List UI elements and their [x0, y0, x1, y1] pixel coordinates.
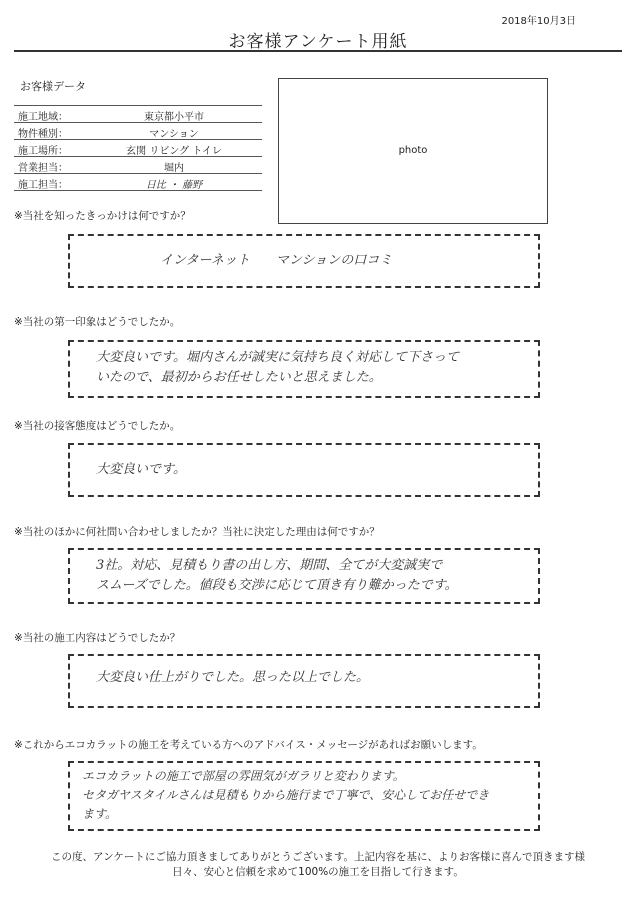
answer-line: エコカラットの施工で部屋の雰囲気がガラリと変わります。 [82, 769, 405, 783]
answer-line: いたので、最初からお任せしたいと思えました。 [96, 370, 382, 385]
answer-line: 3社。対応、見積もり書の出し方、期間、全てが大変誠実で [96, 558, 443, 573]
info-value: 堀内 [164, 163, 184, 174]
answer-text [70, 445, 538, 480]
question-5: ※当社の施工内容はどうでしたか？ [14, 632, 181, 644]
answer-box-1 [68, 234, 540, 288]
answer-box-2 [68, 340, 540, 398]
info-value: マンション [149, 129, 199, 140]
info-key: 営業担当： [18, 163, 68, 174]
answer-text [70, 550, 538, 596]
info-row-installer [14, 174, 262, 191]
customer-data-table [14, 105, 262, 191]
info-row-location [14, 140, 262, 157]
answer-line: 大変良い仕上がりでした。思った以上でした。 [96, 670, 370, 685]
info-value: 玄関 リビング トイレ [126, 146, 222, 157]
answer-text [70, 763, 538, 824]
page-title: お客様アンケート用紙 [228, 32, 408, 52]
answer-text [70, 342, 538, 388]
info-key: 物件種別： [18, 129, 68, 140]
answer-box-4 [68, 548, 540, 604]
answer-box-6 [68, 761, 540, 831]
info-row-sales [14, 157, 262, 174]
question-3: ※当社の接客態度はどうでしたか。 [14, 420, 181, 432]
info-key: 施工担当： [18, 180, 68, 191]
info-value: 日比 ・ 藤野 [145, 180, 203, 191]
question-4: ※当社のほかに何社問い合わせしましたか？当社に決定した理由は何ですか？ [14, 526, 380, 538]
info-row-area [14, 105, 262, 123]
photo-box [278, 78, 548, 224]
question-1: ※当社を知ったきっかけは何ですか？ [14, 210, 191, 222]
info-key: 施工地域： [18, 112, 68, 123]
survey-date: 2018年10月3日 [501, 16, 576, 27]
answer-line: スムーズでした。値段も交渉に応じて頂き有り難かったです。 [96, 578, 458, 593]
footer-message [20, 850, 616, 880]
info-key: 施工場所： [18, 146, 68, 157]
footer-line: 日々、安心と信頼を求めて100%の施工を目指して行きます。 [172, 866, 464, 878]
question-6: ※これからエコカラットの施工を考えている方へのアドバイス・メッセージがあればお願いします。 [14, 739, 483, 751]
customer-section-label: お客様データ [20, 80, 86, 93]
answer-box-3 [68, 443, 540, 497]
footer-line: この度、アンケートにご協力頂きましてありがとうございます。上記内容を基に、よりお客様に喜んで頂きます様 [50, 851, 586, 863]
info-value: 東京都小平市 [144, 112, 204, 123]
photo-label: photo [398, 145, 428, 156]
info-row-property-type [14, 123, 262, 140]
answer-line: 大変良いです。堀内さんが誠実に気持ち良く対応して下さって [96, 350, 459, 365]
answer-text [70, 656, 538, 688]
answer-text [70, 236, 538, 271]
answer-box-5 [68, 654, 540, 708]
answer-line: 大変良いです。 [96, 462, 186, 477]
question-2: ※当社の第一印象はどうでしたか。 [14, 316, 181, 328]
answer-line: セタガヤスタイルさんは見積もりから施行まで丁寧で、安心してお任せでき [82, 788, 490, 802]
answer-line: インターネット マンションの口コミ [160, 253, 393, 268]
title-rule [14, 50, 622, 52]
answer-line: ます。 [82, 807, 118, 821]
